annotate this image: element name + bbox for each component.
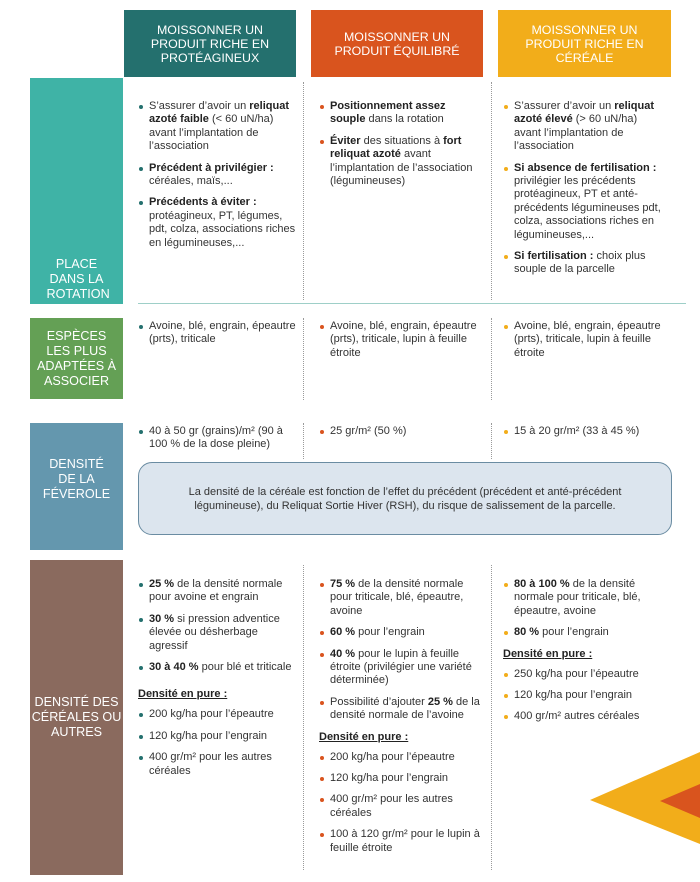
list-item: 75 % de la densité normale pour triticale, blé, épeautre, avoine: [319, 578, 481, 618]
list-item: 40 % pour le lupin à feuille étroite (privilégier une variété déterminée): [319, 648, 481, 688]
column-divider: [303, 82, 304, 300]
list-item: Si fertilisation : choix plus souple de la parcelle: [503, 250, 665, 277]
list-item: 250 kg/ha pour l’épeautre: [503, 668, 665, 681]
cell-cereales-cereale: [503, 578, 665, 732]
cell-feverole-cereale: [503, 425, 665, 446]
list-item: 100 à 120 gr/m² pour le lupin à feuille étroite: [319, 828, 481, 855]
pure-density-list: [503, 668, 665, 724]
column-divider: [491, 82, 492, 300]
pure-density-heading: Densité en pure :: [138, 688, 228, 701]
list-item: 400 gr/m² pour les autres céréales: [138, 751, 298, 778]
pure-density-list: [319, 751, 481, 855]
column-header-cereale: [498, 10, 671, 77]
cell-especes-equilibre: [319, 320, 481, 368]
list-item: Éviter des situations à fort reliquat azoté avant l’implantation de l’association (légumineuses): [319, 135, 481, 189]
column-divider: [491, 318, 492, 400]
cell-place-cereale: [503, 100, 665, 285]
pure-density-list: [138, 708, 298, 778]
list-item: 200 kg/ha pour l’épeautre: [138, 708, 298, 721]
density-list: [503, 578, 665, 640]
list-item: Positionnement assez souple dans la rotation: [319, 100, 481, 127]
cell-place-proteagineux: [138, 100, 298, 258]
column-header-label: MOISSONNER UN PRODUIT RICHE EN CÉRÉALE: [525, 22, 644, 65]
density-list: [319, 578, 481, 723]
list-item: 15 à 20 gr/m² (33 à 45 %): [503, 425, 665, 438]
pure-density-heading: Densité en pure :: [503, 647, 593, 660]
list-item: Avoine, blé, engrain, épeautre (prts), triticale, lupin à feuille étroite: [503, 320, 665, 360]
row-label-text: DENSITÉ DE LA FÉVEROLE: [42, 457, 111, 501]
density-list: [138, 578, 298, 674]
list-item: 30 % si pression adventice élevée ou désherbage agressif: [138, 613, 298, 653]
row-label-text: ESPÈCES LES PLUS ADAPTÉES À ASSOCIER: [36, 328, 117, 388]
list-item: 80 % pour l’engrain: [503, 626, 665, 639]
cell-place-equilibre: [319, 100, 481, 196]
row-divider: [138, 303, 686, 304]
row-label-place-rotation: [30, 78, 123, 304]
row-label-densite-cereales: [30, 560, 123, 875]
list-item: 30 à 40 % pour blé et triticale: [138, 661, 298, 674]
decorative-arrow-icon: [590, 752, 700, 844]
list-item: Précédent à privilégier : céréales, maïs,...: [138, 162, 298, 189]
list-item: 200 kg/ha pour l’épeautre: [319, 751, 481, 764]
list-item: Précédents à éviter : protéagineux, PT, légumes, pdt, colza, associations riches en légumineuses,...: [138, 196, 298, 250]
cell-especes-proteagineux: [138, 320, 298, 355]
list-item: 60 % pour l’engrain: [319, 626, 481, 639]
column-divider: [303, 318, 304, 400]
list-item: 25 % de la densité normale pour avoine et engrain: [138, 578, 298, 605]
cell-cereales-proteagineux: [138, 578, 298, 786]
row-label-text: PLACE DANS LA ROTATION: [46, 257, 110, 301]
list-item: 120 kg/ha pour l’engrain: [319, 772, 481, 785]
list-item: 80 à 100 % de la densité normale pour triticale, blé, épeautre, avoine: [503, 578, 665, 618]
list-item: 400 gr/m² pour les autres céréales: [319, 793, 481, 820]
cell-feverole-equilibre: [319, 425, 481, 446]
list-item: 40 à 50 gr (grains)/m² (90 à 100 % de la dose pleine): [138, 425, 298, 452]
cell-cereales-equilibre: [319, 578, 481, 863]
column-header-equilibre: [311, 10, 483, 77]
list-item: Si absence de fertilisation : privilégier les précédents protéagineux, PT et anté-précédents légumineuses pdt, colza, associations riches en légumineuses,...: [503, 162, 665, 242]
list-item: S’assurer d’avoir un reliquat azoté élevé (> 60 uN/ha) avant l’implantation de l’association: [503, 100, 665, 154]
row-label-text: DENSITÉ DES CÉRÉALES OU AUTRES: [31, 695, 122, 739]
list-item: Avoine, blé, engrain, épeautre (prts), triticale, lupin à feuille étroite: [319, 320, 481, 360]
list-item: 400 gr/m² autres céréales: [503, 710, 665, 723]
row-label-especes: [30, 318, 123, 399]
column-divider: [491, 423, 492, 459]
column-header-label: MOISSONNER UN PRODUIT ÉQUILIBRÉ: [334, 29, 460, 58]
pure-density-heading: Densité en pure :: [319, 730, 409, 743]
list-item: 120 kg/ha pour l’engrain: [138, 730, 298, 743]
column-header-proteagineux: [124, 10, 296, 77]
column-divider: [303, 423, 304, 459]
list-item: 25 gr/m² (50 %): [319, 425, 481, 438]
list-item: S’assurer d’avoir un reliquat azoté faible (< 60 uN/ha) avant l’implantation de l’association: [138, 100, 298, 154]
list-item: Possibilité d’ajouter 25 % de la densité normale de l’avoine: [319, 696, 481, 723]
column-divider: [303, 565, 304, 870]
note-text: La densité de la céréale est fonction de l’effet du précédent (précédent et anté-précédent légumineuse), du Reliquat Sortie Hiver (RSH), du risque de salissement de la parcelle.: [188, 485, 622, 512]
cereal-density-note: [138, 462, 672, 535]
column-divider: [491, 565, 492, 870]
cell-feverole-proteagineux: [138, 425, 298, 460]
row-label-densite-feverole: [30, 423, 123, 550]
cell-especes-cereale: [503, 320, 665, 368]
list-item: 120 kg/ha pour l’engrain: [503, 689, 665, 702]
column-header-label: MOISSONNER UN PRODUIT RICHE EN PROTÉAGINEUX: [150, 22, 270, 65]
list-item: Avoine, blé, engrain, épeautre (prts), triticale: [138, 320, 298, 347]
